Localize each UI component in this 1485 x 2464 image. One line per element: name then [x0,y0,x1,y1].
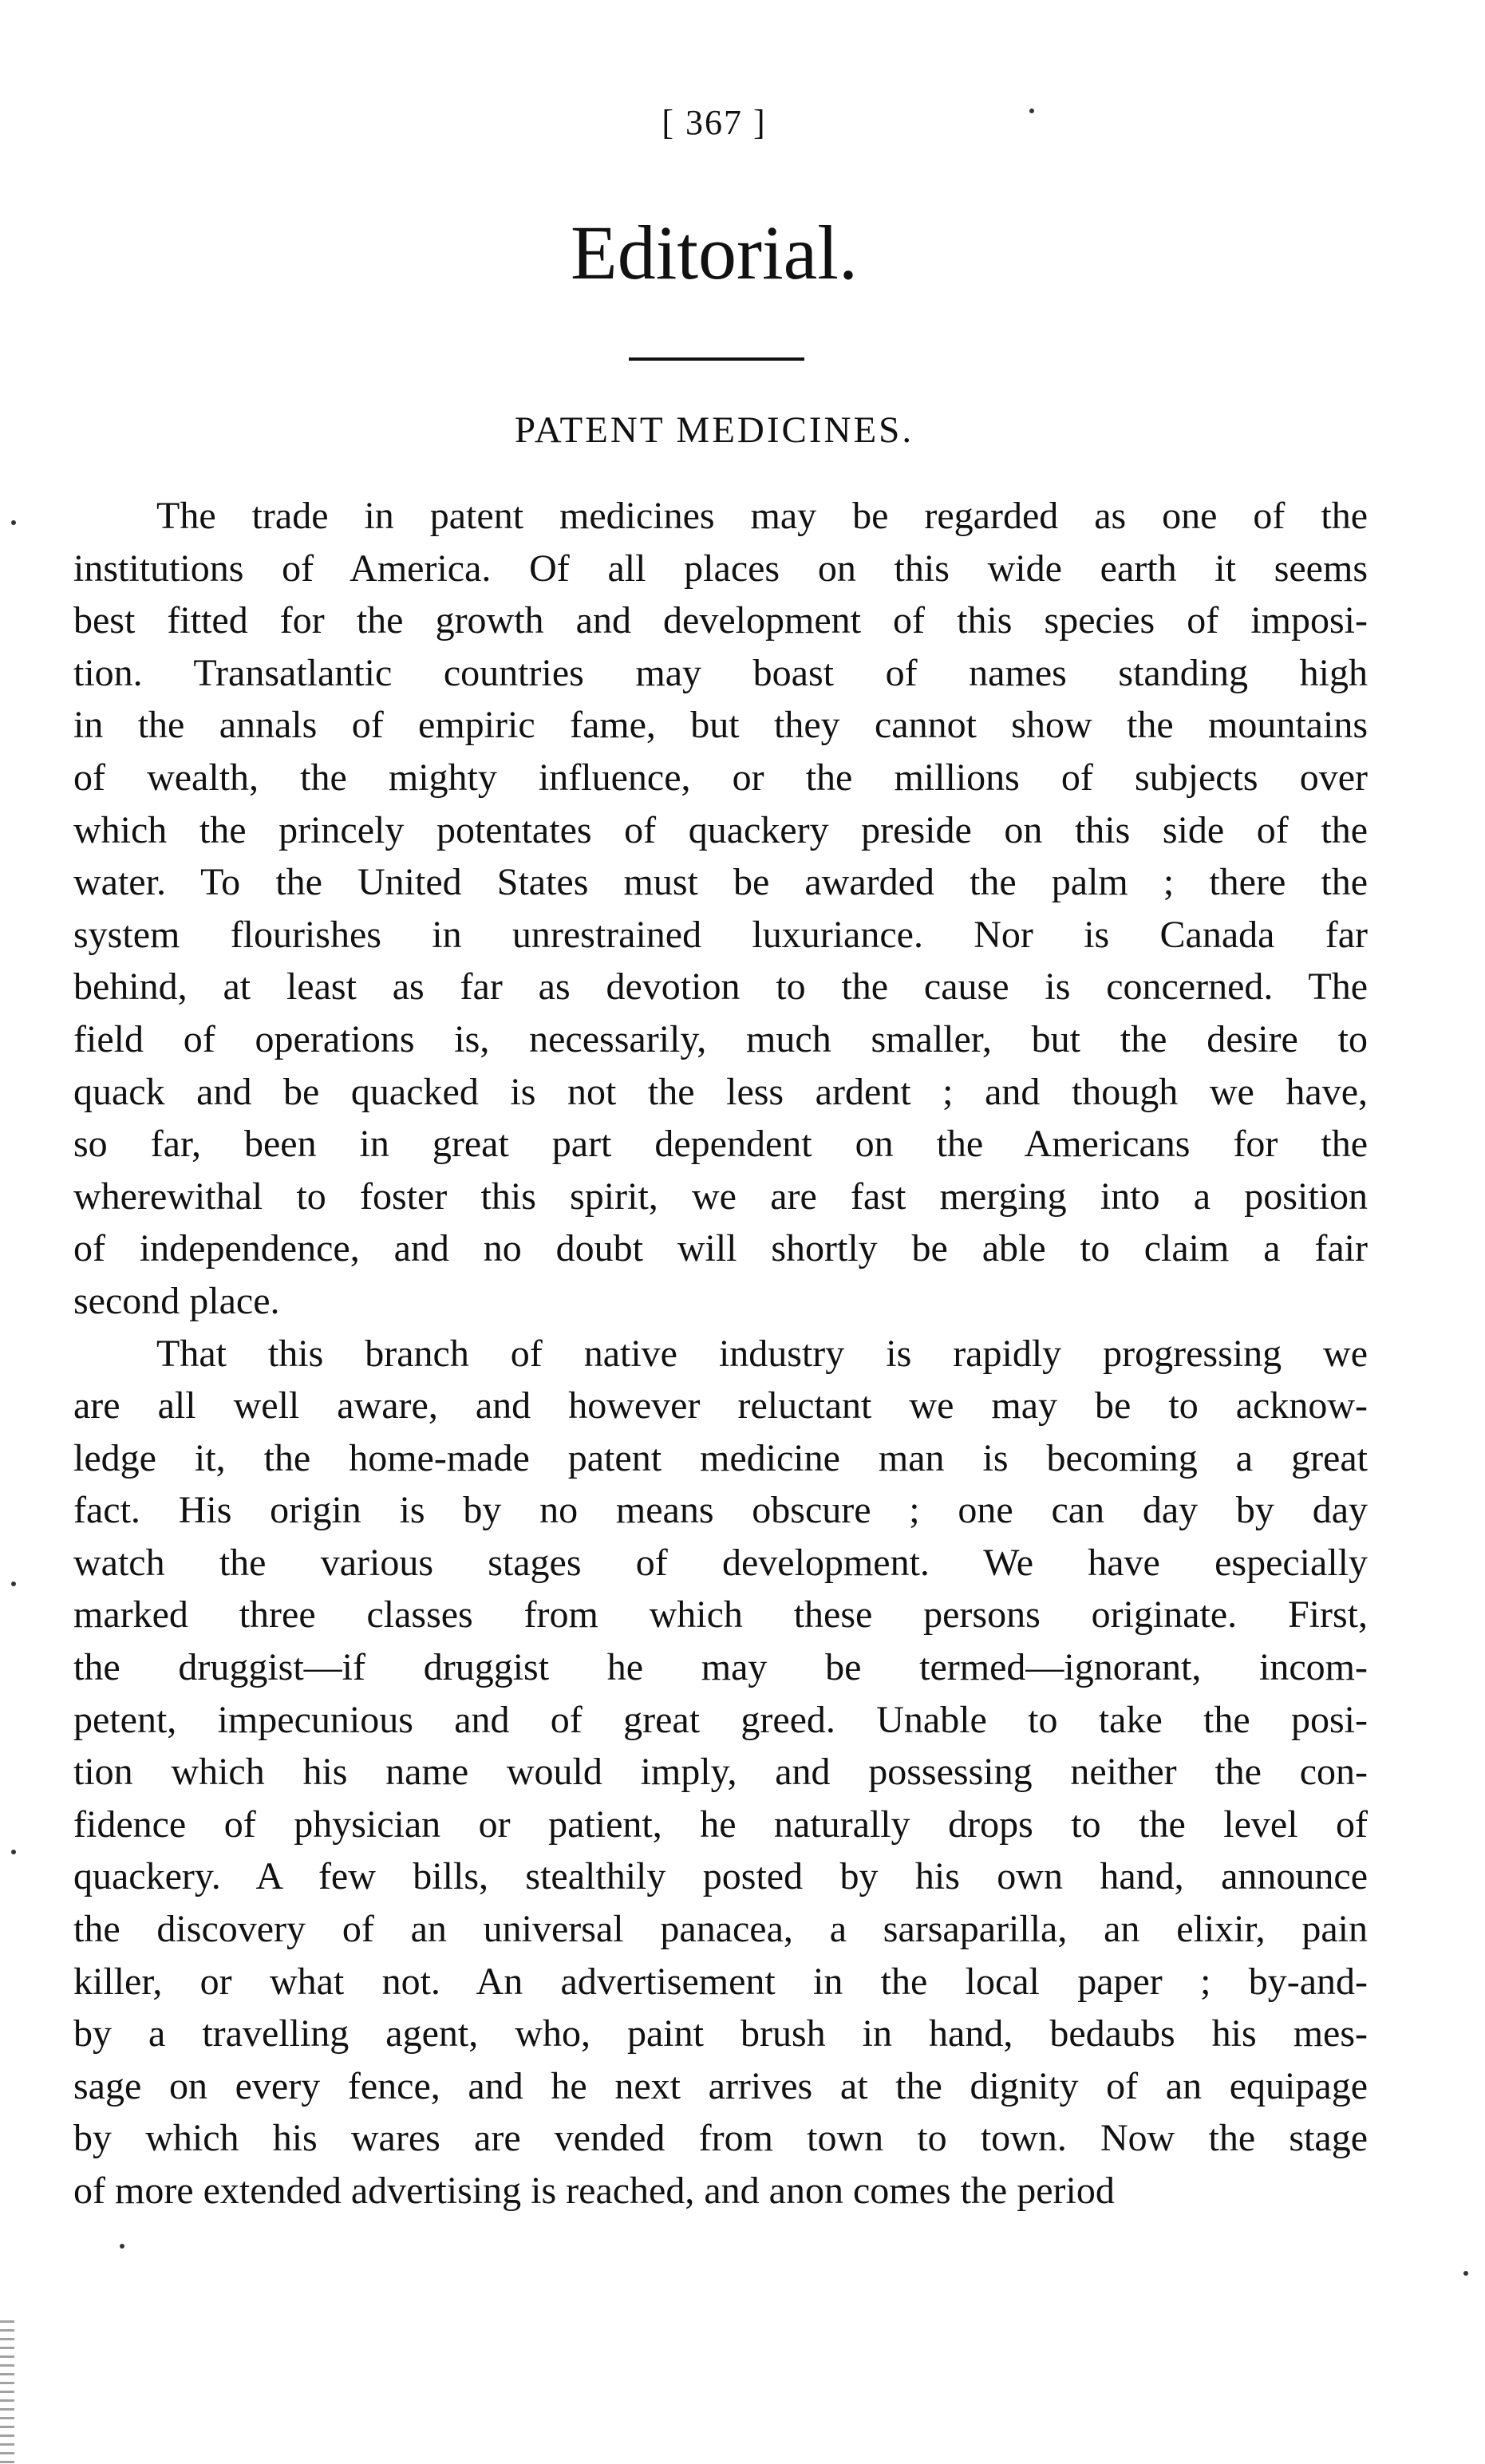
section-heading: PATENT MEDICINES. [514,409,914,451]
text-line: the discovery of an universal panacea, a sarsaparilla, an elixir, pain [73,1908,1368,1951]
page-title: Editorial. [571,210,858,295]
title-divider [629,357,804,361]
margin-speck [1029,109,1034,113]
text-line: system flourishes in unrestrained luxuriance. Nor is Canada far [73,913,1368,956]
text-line: wherewithal to foster this spirit, we are fast merging into a position [73,1175,1368,1218]
margin-speck [11,520,16,525]
text-line: the druggist—if druggist he may be termed—ignorant, incom- [73,1646,1368,1689]
text-line: petent, impecunious and of great greed. Unable to take the posi- [73,1698,1368,1741]
text-line: The trade in patent medicines may be regarded as one of the [156,495,1368,537]
text-line: That this branch of native industry is rapidly progressing we [156,1332,1368,1375]
text-line: fact. His origin is by no means obscure ; one can day by day [73,1489,1368,1532]
margin-speck [120,2244,124,2249]
text-line: marked three classes from which these persons originate. First, [73,1593,1368,1637]
text-line: tion. Transatlantic countries may boast of names standing high [73,651,1368,694]
text-line: sage on every fence, and he next arrives at the dignity of an equipage [73,2064,1368,2107]
text-line: quackery. A few bills, stealthily posted by his own hand, announce [73,1855,1368,1898]
text-line: field of operations is, necessarily, much smaller, but the desire to [73,1017,1368,1060]
margin-speck [11,1581,16,1586]
text-line: water. To the United States must be awarded the palm ; there the [73,861,1368,904]
text-line: by which his wares are vended from town to town. Now the stage [73,2117,1368,2160]
text-line: second place. [73,1279,280,1322]
text-line: of independence, and no doubt will shortly be able to claim a fair [73,1227,1368,1270]
margin-speck [1463,2271,1468,2276]
text-line: quack and be quacked is not the less ardent ; and though we have, [73,1070,1368,1113]
scan-edge-artifact [0,2320,14,2464]
text-line: of wealth, the mighty influence, or the millions of subjects over [73,756,1368,799]
text-line: in the annals of empiric fame, but they cannot show the mountains [73,704,1368,747]
margin-speck [11,1850,16,1854]
text-line: institutions of America. Of all places on this wide earth it seems [73,547,1368,590]
page-number: [ 367 ] [662,103,767,142]
text-line: fidence of physician or patient, he naturally drops to the level of [73,1803,1368,1846]
text-line: killer, or what not. An advertisement in the local paper ; by-and- [73,1960,1368,2003]
text-line: tion which his name would imply, and possessing neither the con- [73,1751,1368,1794]
text-line: behind, at least as far as devotion to the cause is concerned. The [73,965,1368,1009]
text-line: ledge it, the home-made patent medicine man is becoming a great [73,1436,1368,1479]
article-body [73,490,1368,2217]
text-line: best fitted for the growth and development of this species of imposi- [73,599,1368,642]
text-line: of more extended advertising is reached, and anon comes the period [73,2170,1115,2212]
text-line: so far, been in great part dependent on the Americans for the [73,1123,1368,1166]
text-line: by a travelling agent, who, paint brush in hand, bedaubs his mes- [73,2012,1368,2055]
text-line: which the princely potentates of quackery preside on this side of the [73,808,1368,851]
text-line: watch the various stages of development. We have especially [73,1541,1368,1584]
text-line: are all well aware, and however reluctant we may be to acknow- [73,1384,1368,1427]
